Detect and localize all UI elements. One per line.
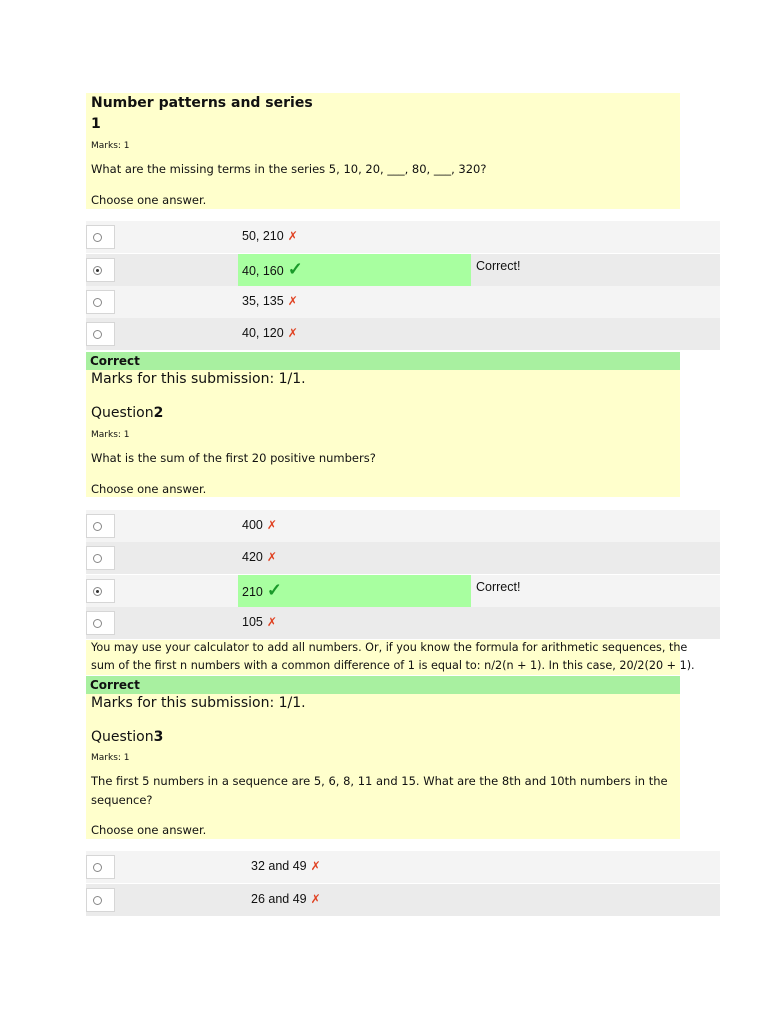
radio-button[interactable] <box>86 225 115 249</box>
answer-label: 40, 160 <box>242 264 284 278</box>
explanation-text: sum of the first n numbers with a common difference of 1 is equal to: n/2(n + 1). In this case, 20/2(20 + 1). <box>91 659 695 672</box>
radio-button[interactable] <box>86 290 115 314</box>
cross-icon: ✗ <box>287 326 298 340</box>
question-text: What are the missing terms in the series 5, 10, 20, ___, 80, ___, 320? <box>91 162 487 176</box>
checkmark-icon: ✓ <box>266 580 282 600</box>
question-text: What is the sum of the first 20 positive numbers? <box>91 451 376 465</box>
feedback-text: Correct! <box>476 580 521 594</box>
answer-label: 50, 210 <box>242 229 284 243</box>
radio-button[interactable] <box>86 322 115 346</box>
answer-label: 40, 120 <box>242 326 284 340</box>
question-text: The first 5 numbers in a sequence are 5, 6, 8, 11 and 15. What are the 8th and 10th numbers in the <box>91 774 668 788</box>
answer-option[interactable] <box>86 575 720 607</box>
cross-icon: ✗ <box>287 229 298 243</box>
answer-option[interactable] <box>86 221 720 253</box>
cross-icon: ✗ <box>310 859 321 873</box>
answer-option[interactable] <box>86 607 720 639</box>
feedback-text: Correct! <box>476 259 521 273</box>
radio-button[interactable] <box>86 888 115 912</box>
radio-button[interactable] <box>86 546 115 570</box>
question-text: sequence? <box>91 793 153 807</box>
answer-label: 105 <box>242 615 263 629</box>
answer-label: 35, 135 <box>242 294 284 308</box>
result-status: Correct <box>86 676 680 694</box>
submission-marks: Marks for this submission: 1/1. <box>91 371 306 387</box>
cross-icon: ✗ <box>266 615 277 629</box>
question-heading: Question2 <box>91 405 164 421</box>
radio-button[interactable] <box>86 611 115 635</box>
q2-panel <box>86 370 680 497</box>
answer-label: 32 and 49 <box>251 859 307 873</box>
answer-option[interactable] <box>86 510 720 542</box>
explanation-text: You may use your calculator to add all numbers. Or, if you know the formula for arithmetic sequences, the <box>91 641 688 654</box>
section-title: Number patterns and series <box>91 95 313 111</box>
answer-label: 420 <box>242 550 263 564</box>
checkmark-icon: ✓ <box>287 259 303 279</box>
cross-icon: ✗ <box>266 518 277 532</box>
choose-instruction: Choose one answer. <box>91 482 207 496</box>
cross-icon: ✗ <box>310 892 321 906</box>
choose-instruction: Choose one answer. <box>91 193 207 207</box>
q3-panel <box>86 694 680 839</box>
choose-instruction: Choose one answer. <box>91 823 207 837</box>
radio-button[interactable] <box>86 514 115 538</box>
answer-option[interactable] <box>86 884 720 916</box>
radio-button[interactable] <box>86 579 115 603</box>
marks-label: Marks: 1 <box>91 141 130 151</box>
answer-label: 400 <box>242 518 263 532</box>
question-number: 1 <box>91 116 101 132</box>
radio-button[interactable] <box>86 855 115 879</box>
radio-button[interactable] <box>86 258 115 282</box>
answer-option[interactable] <box>86 851 720 883</box>
answer-option[interactable] <box>86 254 720 286</box>
result-status: Correct <box>86 352 680 370</box>
answer-label: 210 <box>242 585 263 599</box>
cross-icon: ✗ <box>266 550 277 564</box>
answer-option[interactable] <box>86 542 720 574</box>
cross-icon: ✗ <box>287 294 298 308</box>
answer-label: 26 and 49 <box>251 892 307 906</box>
marks-label: Marks: 1 <box>91 753 130 763</box>
marks-label: Marks: 1 <box>91 430 130 440</box>
answer-option[interactable] <box>86 318 720 350</box>
question-heading: Question3 <box>91 729 164 745</box>
submission-marks: Marks for this submission: 1/1. <box>91 695 306 711</box>
answer-option[interactable] <box>86 286 720 318</box>
